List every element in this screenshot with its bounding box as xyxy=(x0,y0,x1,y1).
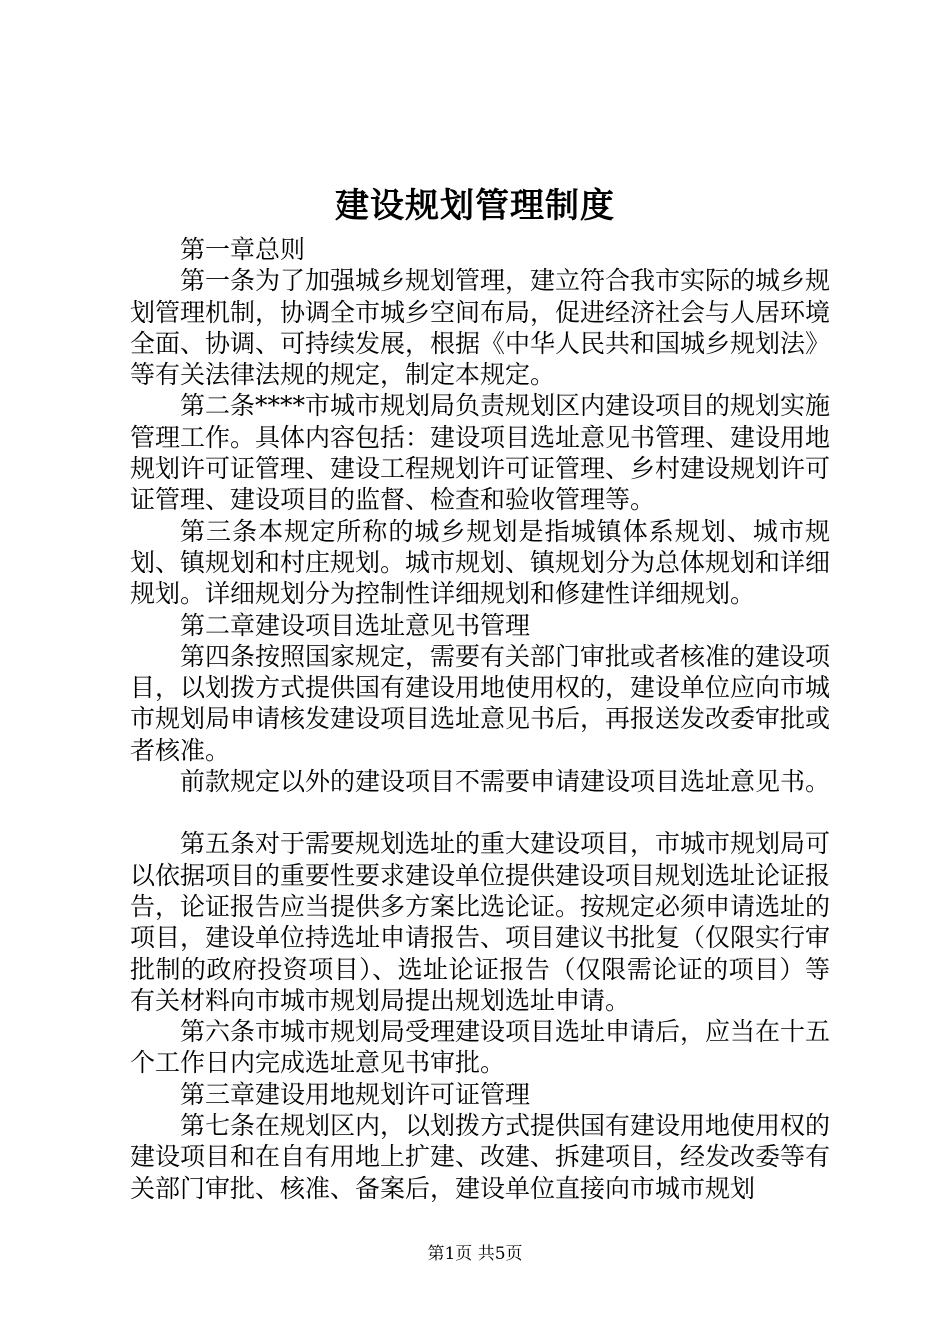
chapter-heading-1: 第一章总则 xyxy=(180,235,306,264)
document-title: 建设规划管理制度 xyxy=(335,186,615,226)
article-2: 第二条****市城市规划局负责规划区内建设项目的规划实施管理工作。具体内容包括：建设项目选址意见书管理、建设用地规划许可证管理、建设工程规划许可证管理、乡村建设规划许可证管理、建设项目的监督、检查和验收管理等。 xyxy=(130,391,831,515)
article-4: 第四条按照国家规定，需要有关部门审批或者核准的建设项目，以划拨方式提供国有建设用地使用权的，建设单位应向市城市规划局申请核发建设项目选址意见书后，再报送发改委审批或者核准。 xyxy=(130,641,831,765)
article-3: 第三条本规定所称的城乡规划是指城镇体系规划、城市规划、镇规划和村庄规划。城市规划、镇规划分为总体规划和详细规划。详细规划分为控制性详细规划和修建性详细规划。 xyxy=(130,516,831,609)
chapter-heading-3: 第三章建设用地规划许可证管理 xyxy=(180,1079,531,1109)
article-5: 第五条对于需要规划选址的重大建设项目，市城市规划局可以依据项目的重要性要求建设单位提供建设项目规划选址论证报告，论证报告应当提供多方案比选论证。按规定必须申请选址的项目，建设单位持选址申请报告、项目建议书批复（仅限实行审批制的政府投资项目）、选址论证报告（仅限需论证的项目）等有关材料向市城市规划局提出规划选址申请。 xyxy=(130,829,831,1015)
page-footer xyxy=(0,1242,950,1266)
article-4-note: 前款规定以外的建设项目不需要申请建设项目选址意见书。 xyxy=(180,767,831,797)
article-7: 第七条在规划区内，以划拨方式提供国有建设用地使用权的建设项目和在自有用地上扩建、改建、拆建项目，经发改委等有关部门审批、核准、备案后，建设单位直接向市城市规划 xyxy=(130,1111,831,1203)
article-6: 第六条市城市规划局受理建设项目选址申请后，应当在十五个工作日内完成选址意见书审批。 xyxy=(130,1017,831,1078)
chapter-heading-2: 第二章建设项目选址意见书管理 xyxy=(180,610,531,640)
document-body xyxy=(130,234,830,1204)
page-indicator: 第1页 共5页 xyxy=(427,1244,523,1264)
article-1: 第一条为了加强城乡规划管理，建立符合我市实际的城乡规划管理机制，协调全市城乡空间布局，促进经济社会与人居环境全面、协调、可持续发展，根据《中华人民共和国城乡规划法》等有关法律法规的规定，制定本规定。 xyxy=(130,266,831,390)
